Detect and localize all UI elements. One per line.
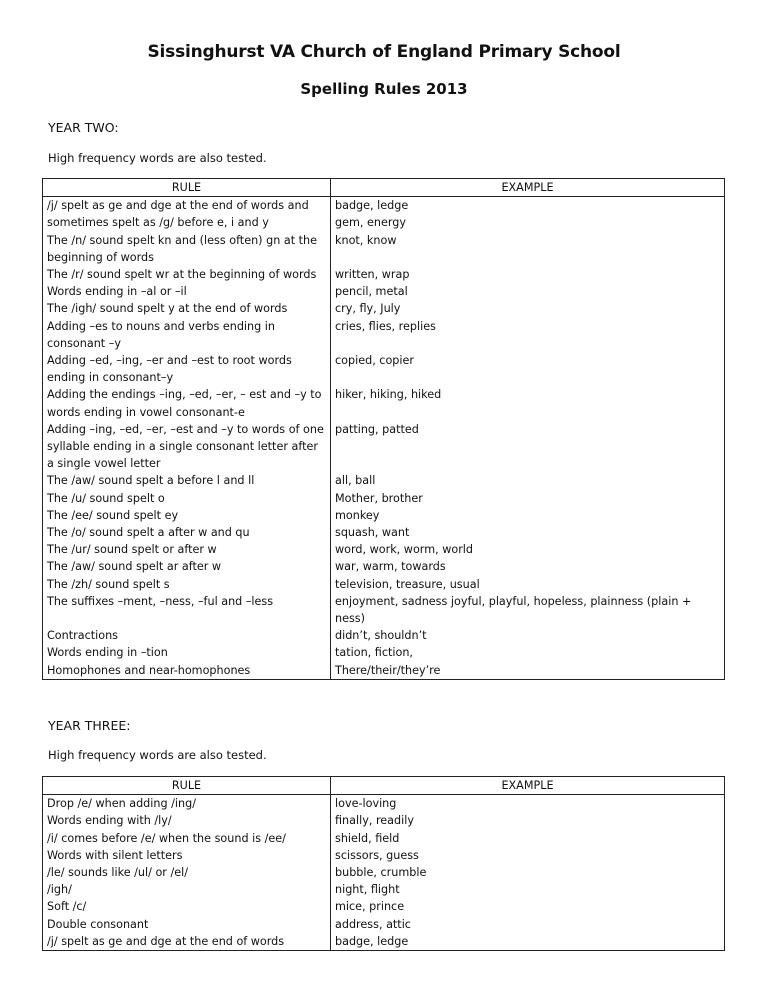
rule-cell: The /igh/ sound spelt y at the end of words xyxy=(43,300,331,317)
year-two-heading: YEAR TWO: xyxy=(48,120,119,135)
rule-column-header: RULE xyxy=(43,179,331,197)
table-row xyxy=(43,490,725,507)
example-cell: squash, want xyxy=(331,524,725,541)
rule-cell: The /ur/ sound spelt or after w xyxy=(43,541,331,558)
table-row xyxy=(43,352,725,386)
table-row xyxy=(43,472,725,489)
rule-cell: /j/ spelt as ge and dge at the end of words xyxy=(43,933,331,951)
rule-cell: Words ending in –al or –il xyxy=(43,283,331,300)
example-cell: There/their/they’re xyxy=(331,662,725,680)
document-title: Sissinghurst VA Church of England Primary School xyxy=(147,42,621,62)
table-row xyxy=(43,898,725,915)
rule-cell: Adding –es to nouns and verbs ending in consonant –y xyxy=(43,318,331,352)
rule-cell: The /n/ sound spelt kn and (less often) gn at the beginning of words xyxy=(43,232,331,266)
rule-cell: Adding –ed, –ing, –er and –est to root words ending in consonant–y xyxy=(43,352,331,386)
example-column-header: EXAMPLE xyxy=(331,179,725,197)
table-row xyxy=(43,266,725,283)
example-cell: tation, fiction, xyxy=(331,644,725,661)
table-row xyxy=(43,593,725,627)
example-cell: mice, prince xyxy=(331,898,725,915)
table-row xyxy=(43,558,725,575)
example-cell: all, ball xyxy=(331,472,725,489)
table-row xyxy=(43,627,725,644)
rule-cell: /le/ sounds like /ul/ or /el/ xyxy=(43,864,331,881)
table-row xyxy=(43,795,725,813)
example-cell: cries, flies, replies xyxy=(331,318,725,352)
example-cell: badge, ledge xyxy=(331,933,725,951)
rule-column-header: RULE xyxy=(43,777,331,795)
example-cell: finally, readily xyxy=(331,812,725,829)
rule-cell: Soft /c/ xyxy=(43,898,331,915)
rule-cell: The suffixes –ment, –ness, –ful and –less xyxy=(43,593,331,627)
rule-cell: Homophones and near-homophones xyxy=(43,662,331,680)
table-row xyxy=(43,830,725,847)
table-row xyxy=(43,421,725,473)
rule-cell: Drop /e/ when adding /ing/ xyxy=(43,795,331,813)
table-row xyxy=(43,318,725,352)
year-three-note: High frequency words are also tested. xyxy=(48,748,267,762)
table-row xyxy=(43,524,725,541)
example-cell: written, wrap xyxy=(331,266,725,283)
example-cell: cry, fly, July xyxy=(331,300,725,317)
rule-cell: Words ending with /ly/ xyxy=(43,812,331,829)
example-cell: hiker, hiking, hiked xyxy=(331,386,725,420)
example-cell: love-loving xyxy=(331,795,725,813)
table-row xyxy=(43,576,725,593)
year-three-table xyxy=(42,776,725,951)
table-row xyxy=(43,644,725,661)
table-row xyxy=(43,541,725,558)
rule-cell: The /aw/ sound spelt ar after w xyxy=(43,558,331,575)
rule-cell: The /ee/ sound spelt ey xyxy=(43,507,331,524)
document-subtitle: Spelling Rules 2013 xyxy=(300,80,468,98)
table-row xyxy=(43,283,725,300)
example-cell: knot, know xyxy=(331,232,725,266)
year-two-note: High frequency words are also tested. xyxy=(48,151,267,165)
example-cell: enjoyment, sadness joyful, playful, hopeless, plainness (plain + ness) xyxy=(331,593,725,627)
table-row xyxy=(43,300,725,317)
table-row xyxy=(43,933,725,951)
rule-cell: Adding –ing, –ed, –er, –est and –y to words of one syllable ending in a single consonant letter after a single vowel letter xyxy=(43,421,331,473)
table-row xyxy=(43,812,725,829)
rule-cell: The /aw/ sound spelt a before l and ll xyxy=(43,472,331,489)
table-row xyxy=(43,916,725,933)
example-cell: monkey xyxy=(331,507,725,524)
rule-cell: /igh/ xyxy=(43,881,331,898)
table-row xyxy=(43,386,725,420)
example-column-header: EXAMPLE xyxy=(331,777,725,795)
example-cell: bubble, crumble xyxy=(331,864,725,881)
example-cell: scissors, guess xyxy=(331,847,725,864)
table-row xyxy=(43,881,725,898)
rule-cell: The /u/ sound spelt o xyxy=(43,490,331,507)
year-two-table xyxy=(42,178,725,680)
example-cell: night, flight xyxy=(331,881,725,898)
example-cell: shield, field xyxy=(331,830,725,847)
table-row xyxy=(43,232,725,266)
example-cell: address, attic xyxy=(331,916,725,933)
example-cell: word, work, worm, world xyxy=(331,541,725,558)
example-cell: copied, copier xyxy=(331,352,725,386)
table-row xyxy=(43,847,725,864)
year-three-heading: YEAR THREE: xyxy=(48,718,131,733)
table-row xyxy=(43,662,725,680)
rule-cell: Double consonant xyxy=(43,916,331,933)
rule-cell: The /o/ sound spelt a after w and qu xyxy=(43,524,331,541)
rule-cell: Contractions xyxy=(43,627,331,644)
rule-cell: Words ending in –tion xyxy=(43,644,331,661)
rule-cell: /i/ comes before /e/ when the sound is /ee/ xyxy=(43,830,331,847)
rule-cell: Adding the endings –ing, –ed, –er, – est and –y to words ending in vowel consonant-e xyxy=(43,386,331,420)
rule-cell: The /r/ sound spelt wr at the beginning of words xyxy=(43,266,331,283)
table-row xyxy=(43,864,725,881)
example-cell: television, treasure, usual xyxy=(331,576,725,593)
table-row xyxy=(43,197,725,232)
example-cell: Mother, brother xyxy=(331,490,725,507)
example-cell: didn’t, shouldn’t xyxy=(331,627,725,644)
rule-cell: The /zh/ sound spelt s xyxy=(43,576,331,593)
example-cell: war, warm, towards xyxy=(331,558,725,575)
rule-cell: /j/ spelt as ge and dge at the end of words and sometimes spelt as /g/ before e, i and y xyxy=(43,197,331,232)
example-cell: patting, patted xyxy=(331,421,725,473)
example-cell: badge, ledge gem, energy xyxy=(331,197,725,232)
table-row xyxy=(43,507,725,524)
rule-cell: Words with silent letters xyxy=(43,847,331,864)
example-cell: pencil, metal xyxy=(331,283,725,300)
